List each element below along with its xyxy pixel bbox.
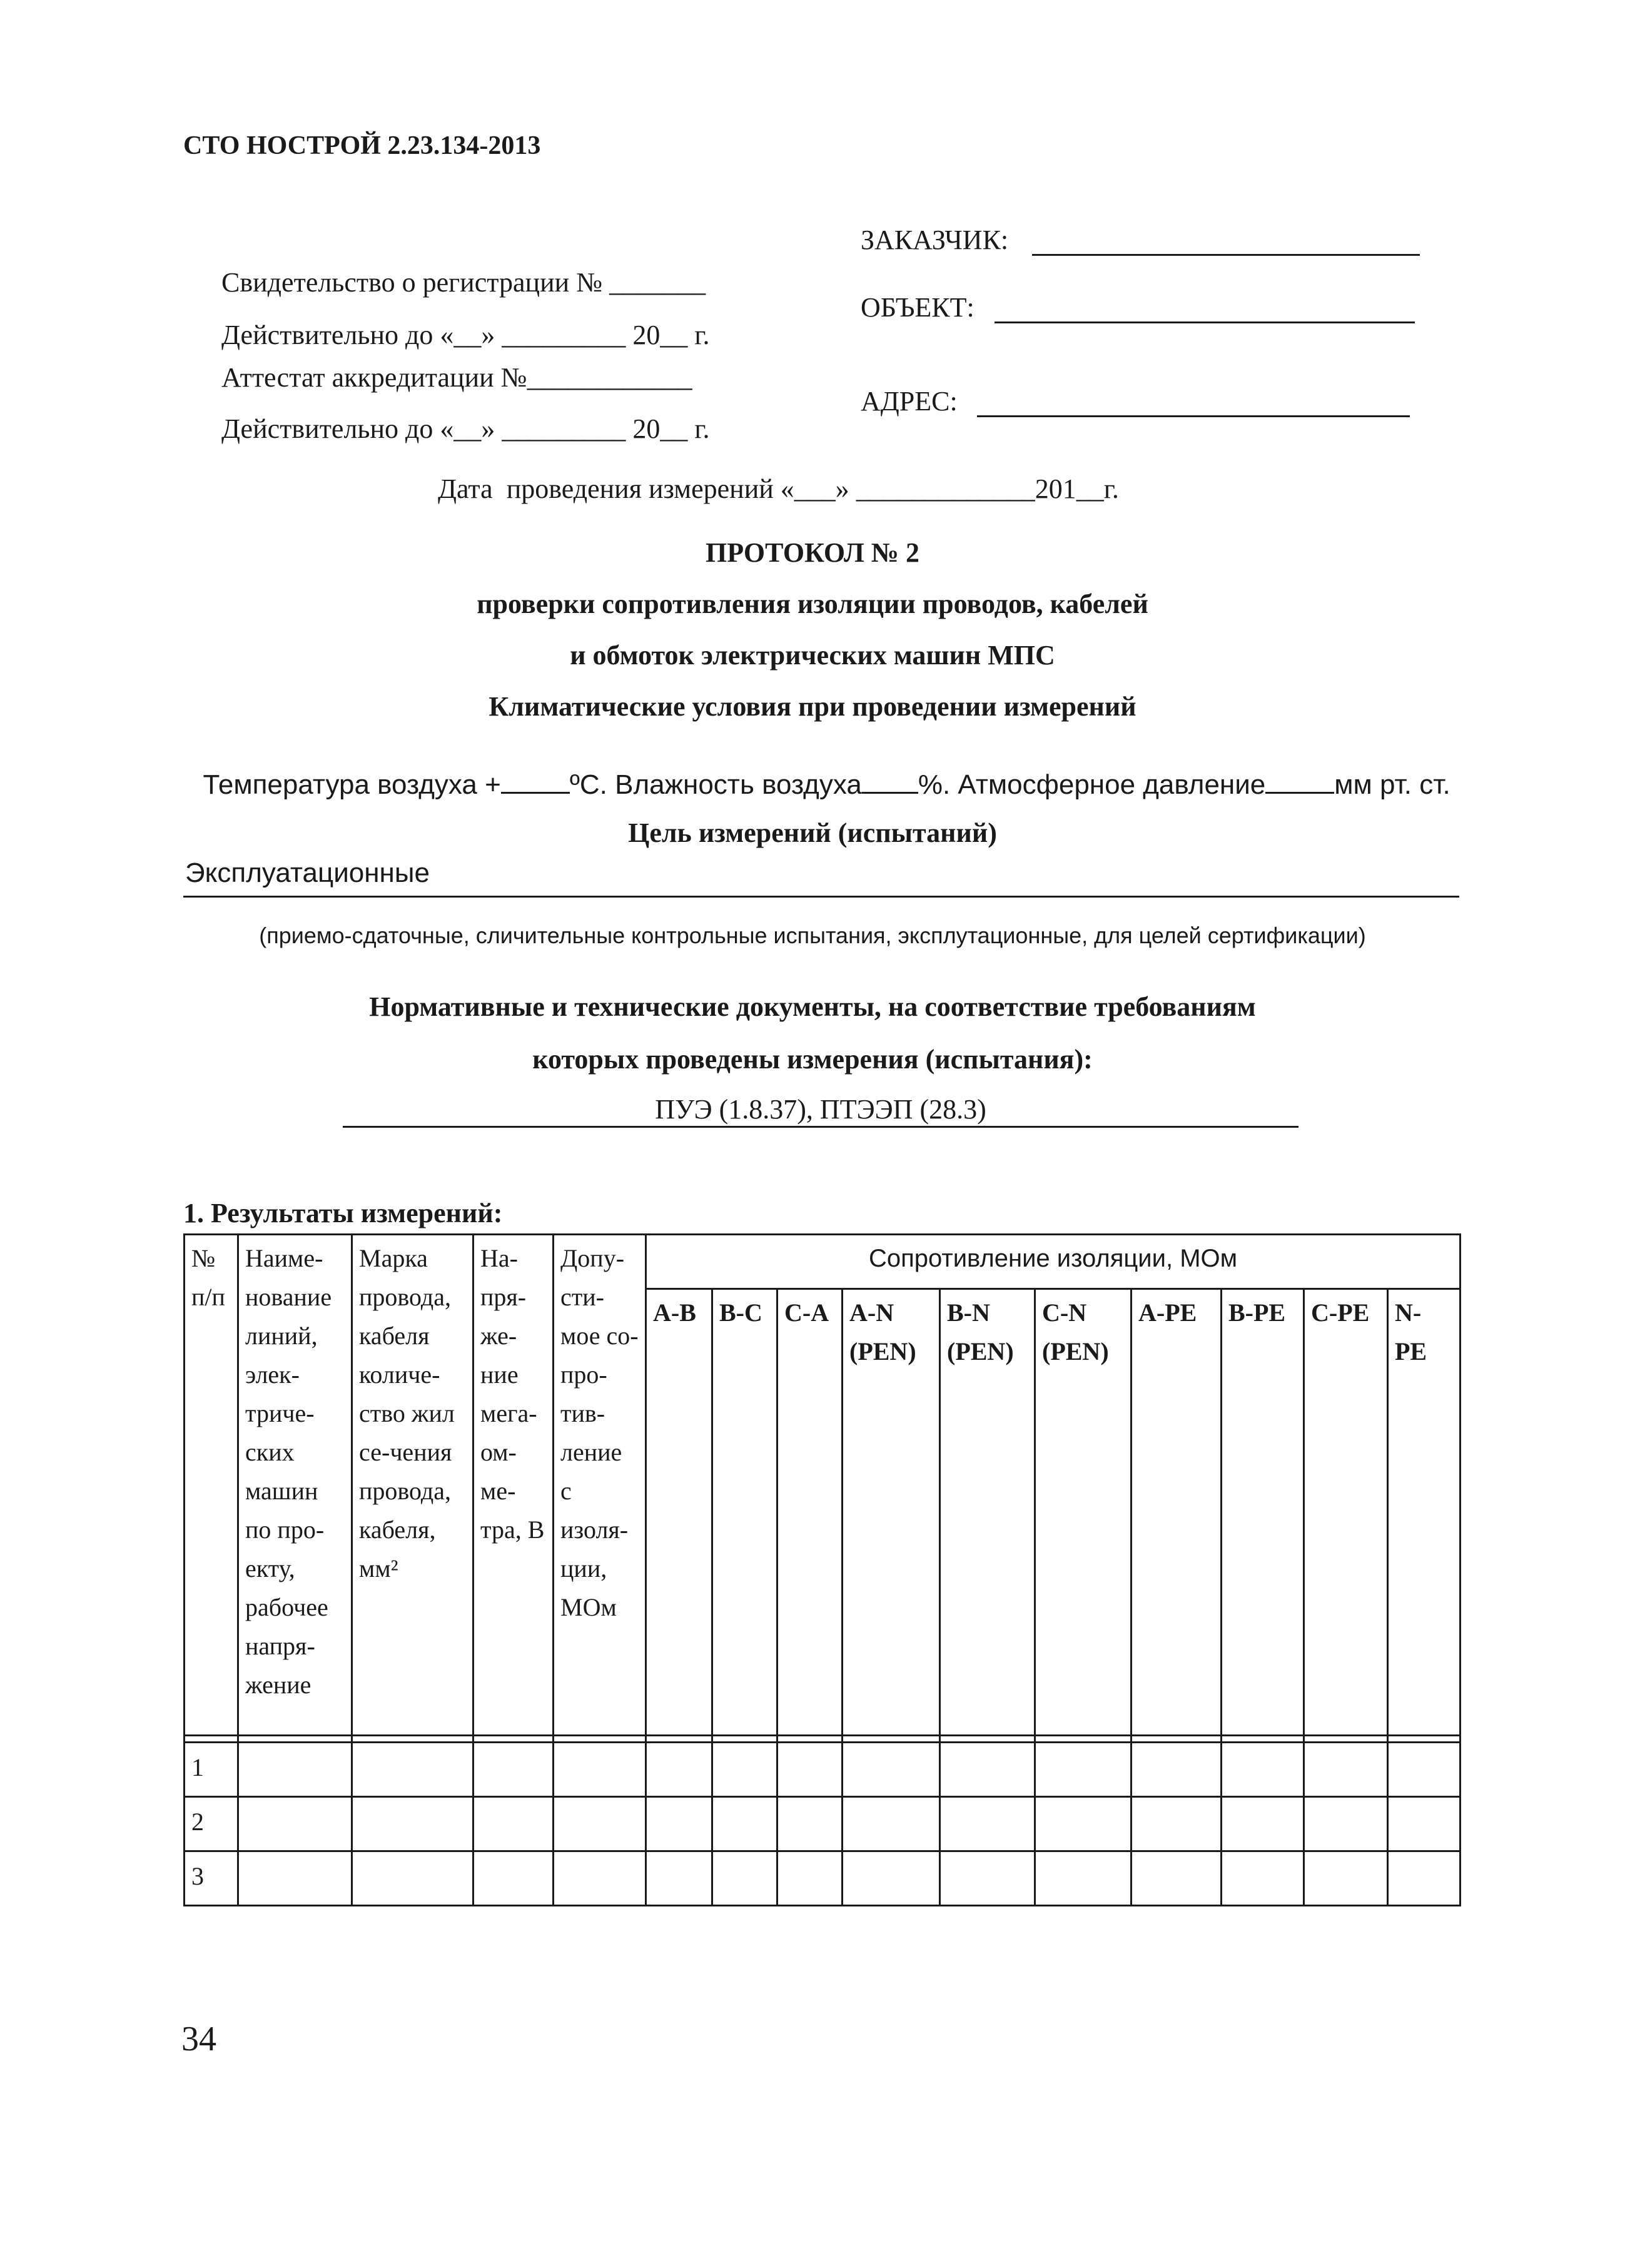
table-cell[interactable]	[940, 1797, 1035, 1851]
purpose-heading: Цель измерений (испытаний)	[628, 818, 997, 848]
humidity-blank	[862, 771, 918, 794]
table-cell[interactable]	[777, 1797, 843, 1851]
phase-header-bpe: В-РЕ	[1222, 1289, 1304, 1736]
table-cell[interactable]	[843, 1743, 940, 1797]
table-cell[interactable]	[843, 1851, 940, 1906]
table-cell[interactable]	[1304, 1743, 1388, 1797]
temperature-blank	[501, 771, 570, 794]
table-cell[interactable]	[554, 1797, 646, 1851]
table-cell[interactable]	[1388, 1851, 1460, 1906]
table-cell[interactable]	[1222, 1743, 1304, 1797]
registration-certificate: Свидетельство о регистрации № _______	[221, 267, 706, 298]
phase-header-bc: В-С	[712, 1289, 777, 1736]
normative-value: ПУЭ (1.8.37), ПТЭЭП (28.3)	[655, 1094, 986, 1125]
table-cell[interactable]	[1388, 1743, 1460, 1797]
table-cell[interactable]	[554, 1851, 646, 1906]
normative-underline	[343, 1126, 1298, 1128]
pressure-blank	[1265, 771, 1334, 794]
column-header-allowed-resistance: Допу-сти-мое со-про-тив-ление с изоля-ции, МОм	[554, 1235, 646, 1736]
temperature-label: Температура воздуха +	[203, 769, 501, 800]
table-cell[interactable]	[1131, 1851, 1222, 1906]
results-heading: 1. Результаты измерений:	[183, 1198, 503, 1228]
table-cell[interactable]	[646, 1851, 712, 1906]
table-cell[interactable]	[473, 1797, 554, 1851]
table-cell[interactable]	[1304, 1851, 1388, 1906]
row-number: 2	[185, 1797, 238, 1851]
table-cell[interactable]	[554, 1743, 646, 1797]
address-field-line	[977, 415, 1410, 417]
protocol-subtitle-2: и обмоток электрических машин МПС	[570, 640, 1055, 671]
phase-header-ca: С-А	[777, 1289, 843, 1736]
climate-conditions	[188, 743, 1450, 799]
table-cell[interactable]	[1131, 1743, 1222, 1797]
column-header-insulation-group: Сопротивление изоляции, МОм	[646, 1235, 1460, 1289]
row-number: 1	[185, 1743, 238, 1797]
phase-header-an: А-N (PEN)	[843, 1289, 940, 1736]
table-cell[interactable]	[1035, 1797, 1131, 1851]
table-cell[interactable]	[712, 1851, 777, 1906]
column-header-number: № п/п	[185, 1235, 238, 1736]
table-cell[interactable]	[352, 1797, 473, 1851]
accreditation-certificate: Аттестат аккредитации №____________	[221, 362, 692, 393]
table-cell[interactable]	[238, 1797, 352, 1851]
valid-until-2: Действительно до «__» _________ 20__ г.	[221, 413, 710, 444]
valid-until-1: Действительно до «__» _________ 20__ г.	[221, 320, 710, 350]
table-cell[interactable]	[646, 1743, 712, 1797]
table-cell[interactable]	[238, 1851, 352, 1906]
table-cell[interactable]	[238, 1743, 352, 1797]
table-cell[interactable]	[843, 1797, 940, 1851]
purpose-value: Эксплуатационные	[185, 858, 430, 888]
measurement-date: Дата проведения измерений «___» _____________201__г.	[438, 473, 1119, 504]
object-label: ОБЪЕКТ:	[861, 292, 974, 323]
results-table	[183, 1233, 1461, 1906]
normative-heading-2: которых проведены измерения (испытания):	[532, 1044, 1093, 1075]
address-label: АДРЕС:	[861, 386, 958, 417]
table-row	[185, 1851, 1460, 1906]
table-cell[interactable]	[1222, 1797, 1304, 1851]
table-cell[interactable]	[940, 1743, 1035, 1797]
pressure-label: %. Атмосферное давление	[918, 769, 1266, 800]
table-row	[185, 1743, 1460, 1797]
table-cell[interactable]	[352, 1851, 473, 1906]
page-number: 34	[181, 2020, 216, 2058]
table-cell[interactable]	[777, 1743, 843, 1797]
humidity-label: ºС. Влажность воздуха	[569, 769, 862, 800]
column-header-brand: Марка провода, кабеля количе-ство жил се-чения провода, кабеля, мм²	[352, 1235, 473, 1736]
table-cell[interactable]	[646, 1797, 712, 1851]
table-cell[interactable]	[1388, 1797, 1460, 1851]
header-separator-row	[185, 1736, 1460, 1743]
pressure-unit: мм рт. ст.	[1334, 769, 1450, 800]
phase-header-cpe: С-РЕ	[1304, 1289, 1388, 1736]
document-code: СТО НОСТРОЙ 2.23.134-2013	[183, 131, 541, 160]
customer-field-line	[1032, 254, 1420, 256]
protocol-title: ПРОТОКОЛ № 2	[706, 537, 919, 568]
table-header-row	[185, 1235, 1460, 1289]
table-cell[interactable]	[473, 1743, 554, 1797]
table-cell[interactable]	[712, 1797, 777, 1851]
table-cell[interactable]	[777, 1851, 843, 1906]
table-cell[interactable]	[1035, 1851, 1131, 1906]
climate-heading: Климатические условия при проведении измерений	[489, 691, 1136, 722]
table-cell[interactable]	[1131, 1797, 1222, 1851]
phase-header-ab: А-В	[646, 1289, 712, 1736]
row-number: 3	[185, 1851, 238, 1906]
table-cell[interactable]	[940, 1851, 1035, 1906]
table-cell[interactable]	[473, 1851, 554, 1906]
object-field-line	[995, 321, 1415, 323]
phase-header-ape: А-РЕ	[1131, 1289, 1222, 1736]
normative-heading-1: Нормативные и технические документы, на соответствие требованиям	[369, 991, 1256, 1022]
purpose-hint: (приемо-сдаточные, сличительные контрольные испытания, эксплутационные, для целей сертификации)	[259, 923, 1366, 948]
customer-label: ЗАКАЗЧИК:	[861, 225, 1009, 255]
purpose-underline	[183, 896, 1459, 898]
table-cell[interactable]	[1222, 1851, 1304, 1906]
table-cell[interactable]	[1304, 1797, 1388, 1851]
column-header-name: Наиме-нование линий, элек-триче-ских машин по про-екту, рабочее напря-жение	[238, 1235, 352, 1736]
protocol-subtitle-1: проверки сопротивления изоляции проводов, кабелей	[477, 589, 1148, 619]
table-row	[185, 1797, 1460, 1851]
column-header-voltage: На-пря-же-ние мега-ом-ме-тра, В	[473, 1235, 554, 1736]
table-cell[interactable]	[712, 1743, 777, 1797]
phase-header-bn: В-N (PEN)	[940, 1289, 1035, 1736]
phase-header-cn: С-N (PEN)	[1035, 1289, 1131, 1736]
table-cell[interactable]	[352, 1743, 473, 1797]
phase-header-npe: N-PE	[1388, 1289, 1460, 1736]
table-cell[interactable]	[1035, 1743, 1131, 1797]
